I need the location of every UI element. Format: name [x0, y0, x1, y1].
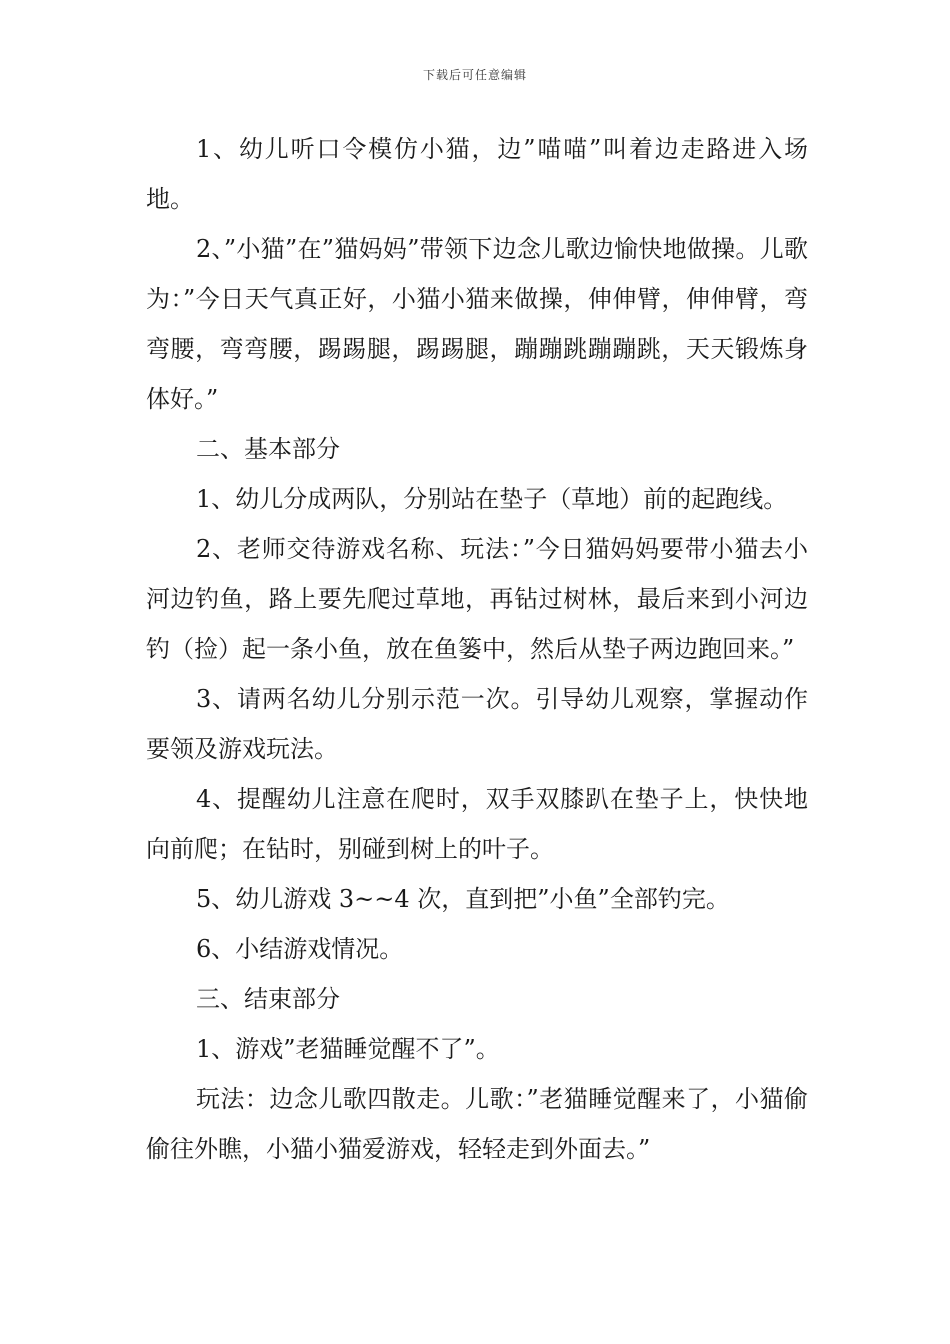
paragraph-4: 2、老师交待游戏名称、玩法：”今日猫妈妈要带小猫去小河边钓鱼，路上要先爬过草地，再钻过树林，最后来到小河边钓（捡）起一条小鱼，放在鱼篓中，然后从垫子两边跑回来。”	[146, 535, 808, 663]
paragraph-3: 1、幼儿分成两队，分别站在垫子（草地）前的起跑线。	[196, 485, 788, 513]
paragraph-5: 3、请两名幼儿分别示范一次。引导幼儿观察，掌握动作要领及游戏玩法。	[146, 685, 808, 763]
section-heading-basic: 二、基本部分	[196, 435, 340, 463]
page-header: 下载后可任意编辑	[422, 68, 527, 82]
paragraph-2: 2、”小猫”在”猫妈妈”带领下边念儿歌边愉快地做操。儿歌为：”今日天气真正好，小猫小猫来做操，伸伸臂，伸伸臂，弯弯腰，弯弯腰，踢踢腿，踢踢腿，蹦蹦跳蹦蹦跳，天天锻炼身体好。”	[146, 235, 808, 413]
paragraph-8: 6、小结游戏情况。	[196, 935, 404, 963]
paragraph-10: 玩法：边念儿歌四散走。儿歌：”老猫睡觉醒来了，小猫偷偷往外瞧，小猫小猫爱游戏，轻轻走到外面去。”	[146, 1085, 808, 1163]
paragraph-6: 4、提醒幼儿注意在爬时，双手双膝趴在垫子上，快快地向前爬；在钻时，别碰到树上的叶子。	[146, 785, 808, 863]
paragraph-1: 1、幼儿听口令模仿小猫，边”喵喵”叫着边走路进入场地。	[146, 135, 808, 213]
paragraph-7: 5、幼儿游戏 3~~4 次，直到把”小鱼”全部钓完。	[196, 885, 730, 913]
section-heading-end: 三、结束部分	[196, 985, 340, 1013]
paragraph-9: 1、游戏”老猫睡觉醒不了”。	[196, 1035, 500, 1063]
document-body	[146, 124, 808, 1174]
